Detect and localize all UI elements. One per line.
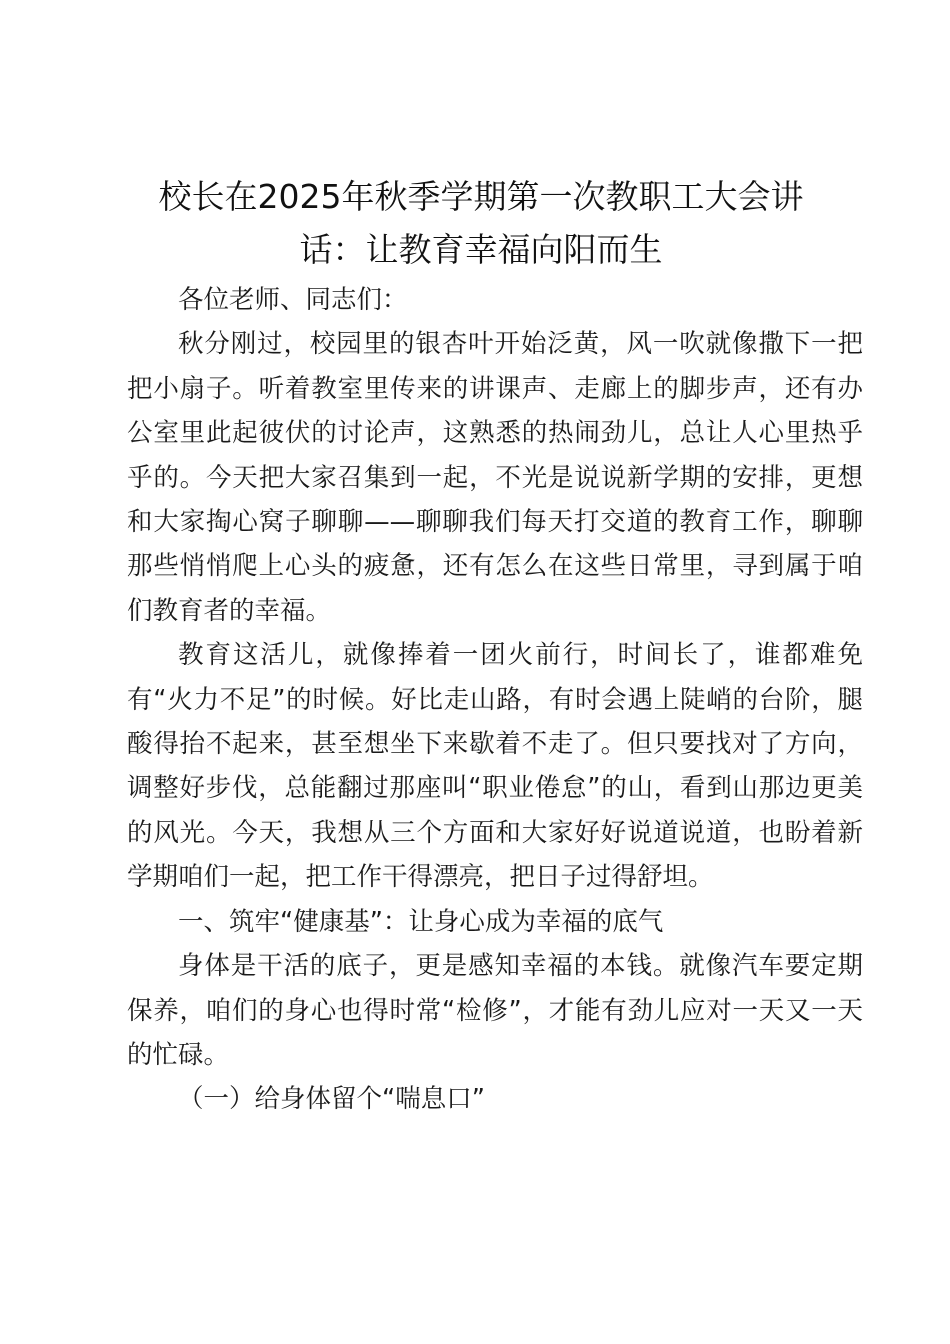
subsection-heading-1: （一）给身体留个“喘息口”: [178, 1084, 485, 1115]
paragraph-metaphor: 教育这活儿，就像捧着一团火前行，时间长了，谁都难免有“火力不足”的时候。好比走山路，有时会遇上陡峭的台阶，腿酸得抬不起来，甚至想坐下来歇着不走了。但只要找对了方向，调整好步伐，总能翻过那座叫“职业倦怠”的山，看到山那边更美的风光。今天，我想从三个方面和大家好好说道说道，也盼着新学期咱们一起，把工作干得漂亮，把日子过得舒坦。: [127, 640, 863, 893]
document-title: 校长在2025年秋季学期第一次教职工大会讲话：让教育幸福向阳而生: [158, 177, 804, 269]
salutation: 各位老师、同志们：: [178, 285, 408, 315]
paragraph-opening: 秋分刚过，校园里的银杏叶开始泛黄，风一吹就像撒下一把把小扇子。听着教室里传来的讲课声、走廊上的脚步声，还有办公室里此起彼伏的讨论声，这熟悉的热闹劲儿，总让人心里热乎乎的。今天把大家召集到一起，不光是说说新学期的安排，更想和大家掏心窝子聊聊——聊聊我们每天打交道的教育工作，聊聊那些悄悄爬上心头的疲惫，还有怎么在这些日常里，寻到属于咱们教育者的幸福。: [127, 329, 863, 626]
section-heading-1: 一、筑牢“健康基”：让身心成为幸福的底气: [178, 906, 664, 937]
paragraph-health: 身体是干活的底子，更是感知幸福的本钱。就像汽车要定期保养，咱们的身心也得时常“检修”，才能有劲儿应对一天又一天的忙碌。: [127, 951, 863, 1070]
document-body: [127, 278, 863, 1122]
